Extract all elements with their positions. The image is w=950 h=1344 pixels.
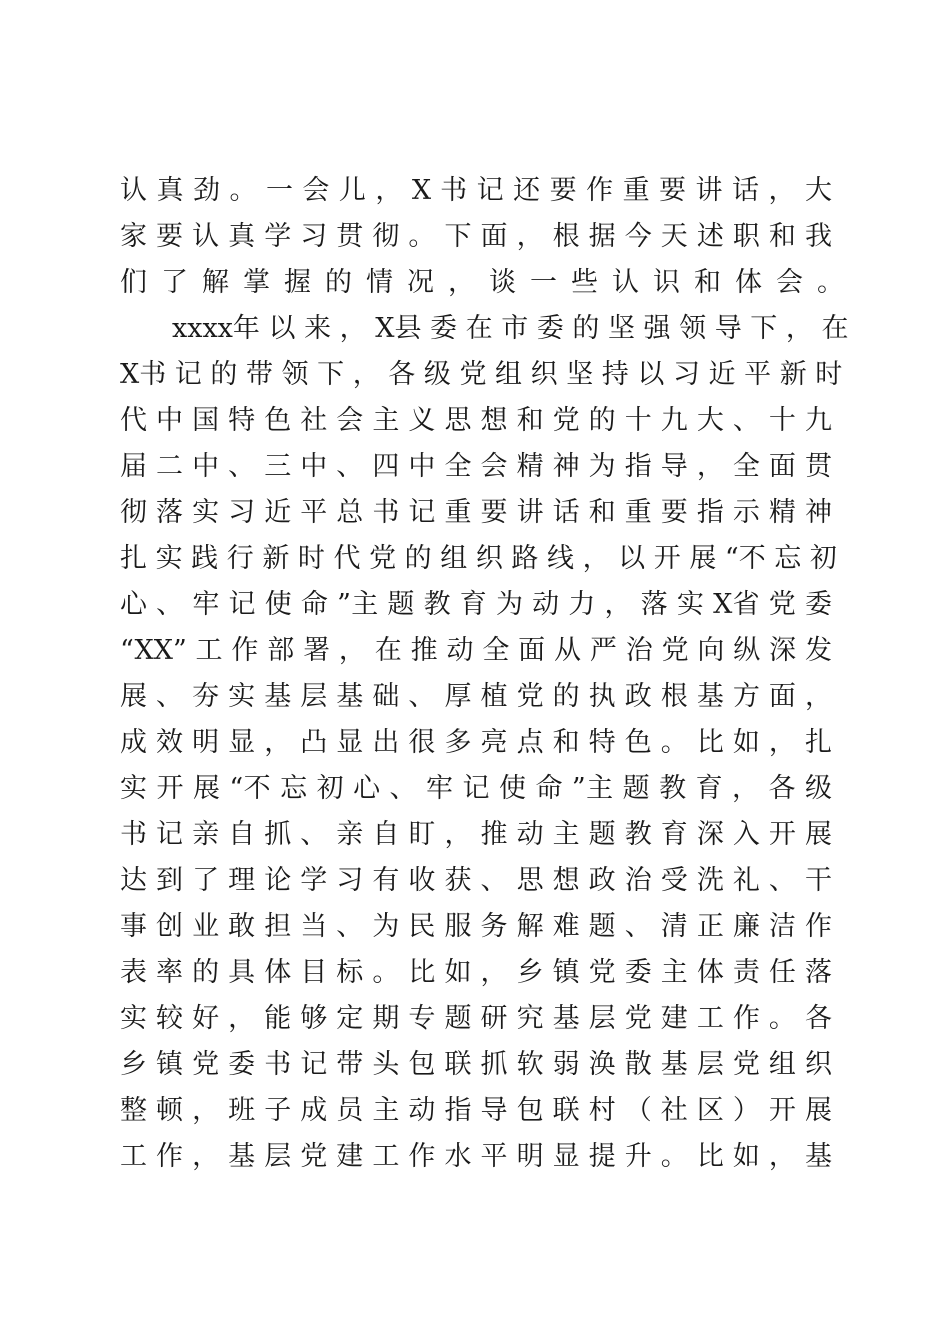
text-line: 达 到 了 理 论 学 习 有 收 获 、 思 想 政 治 受 洗 礼 、 干 xyxy=(120,865,832,896)
text-line: 整 顿 ， 班 子 成 员 主 动 指 导 包 联 村 （ 社 区 ） 开 展 xyxy=(120,1095,832,1126)
text-line: 乡 镇 党 委 书 记 带 头 包 联 抓 软 弱 涣 散 基 层 党 组 织 xyxy=(120,1049,832,1080)
paragraph-first-line: xxxx年 以 来 ， X县 委 在 市 委 的 坚 强 领 导 下 ， 在 xyxy=(172,313,849,344)
text-line: 展 、 夯 实 基 层 基 础 、 厚 植 党 的 执 政 根 基 方 面 ， xyxy=(120,681,832,712)
text-line: 代 中 国 特 色 社 会 主 义 思 想 和 党 的 十 九 大 、 十 九 xyxy=(120,405,832,436)
text-line: 们了解掌握的情况，谈一些认识和体会。 xyxy=(120,267,858,298)
text-line: 书 记 亲 自 抓 、 亲 自 盯 ， 推 动 主 题 教 育 深 入 开 展 xyxy=(120,819,832,850)
text-line: 事 创 业 敢 担 当 、 为 民 服 务 解 难 题 、 清 正 廉 洁 作 xyxy=(120,911,832,942)
text-line: 届 二 中 、 三 中 、 四 中 全 会 精 神 为 指 导 ， 全 面 贯 xyxy=(120,451,832,482)
body-text xyxy=(120,168,858,1180)
text-line: 认 真 劲 。 一 会 儿 ， X 书 记 还 要 作 重 要 讲 话 ， 大 xyxy=(120,175,832,206)
text-line: 成 效 明 显 ， 凸 显 出 很 多 亮 点 和 特 色 。 比 如 ， 扎 xyxy=(120,727,832,758)
text-line: 实 较 好 ， 能 够 定 期 专 题 研 究 基 层 党 建 工 作 。 各 xyxy=(120,1003,832,1034)
text-line: 扎 实 践 行 新 时 代 党 的 组 织 路 线 ， 以 开 展 “不 忘 初 xyxy=(120,543,837,574)
text-line: 彻 落 实 习 近 平 总 书 记 重 要 讲 话 和 重 要 指 示 精 神 xyxy=(120,497,832,528)
text-line: 工 作 ， 基 层 党 建 工 作 水 平 明 显 提 升 。 比 如 ， 基 xyxy=(120,1141,832,1172)
text-line: 家 要 认 真 学 习 贯 彻 。 下 面 ， 根 据 今 天 述 职 和 我 xyxy=(120,221,832,252)
text-line: “XX” 工 作 部 署 ， 在 推 动 全 面 从 严 治 党 向 纵 深 发 xyxy=(120,635,832,666)
text-line: 实 开 展 “不 忘 初 心 、 牢 记 使 命 ”主 题 教 育 ， 各 级 xyxy=(120,773,832,804)
text-line: 表 率 的 具 体 目 标 。 比 如 ， 乡 镇 党 委 主 体 责 任 落 xyxy=(120,957,832,988)
text-line: 心 、 牢 记 使 命 ”主 题 教 育 为 动 力 ， 落 实 X省 党 委 xyxy=(120,589,832,620)
text-line: X书 记 的 带 领 下 ， 各 级 党 组 织 坚 持 以 习 近 平 新 时 xyxy=(120,359,843,390)
